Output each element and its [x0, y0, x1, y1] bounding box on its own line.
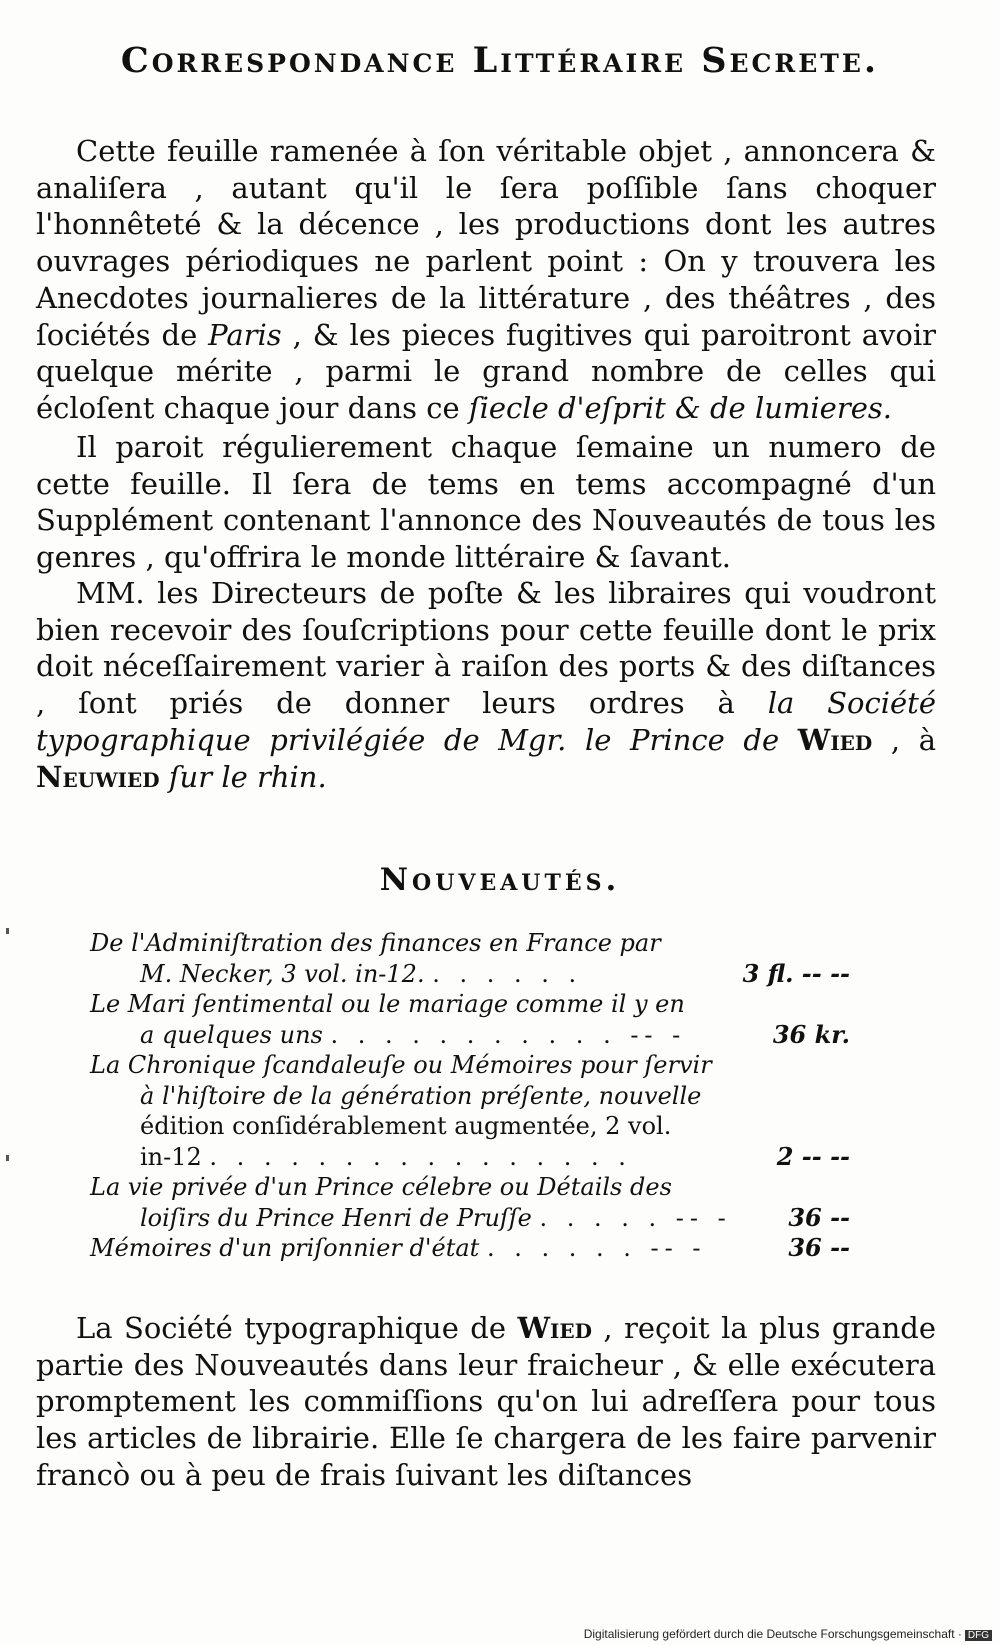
scan-mark	[6, 928, 9, 934]
entry-title-cont: M. Necker, 3 vol. in-12.	[140, 959, 425, 988]
entry-title-cont: a quelques uns	[140, 1020, 323, 1049]
intro-italic-phrase: ſiecle d'eſprit & de lumieres.	[468, 390, 892, 425]
closing-wied: Wied	[517, 1311, 592, 1345]
credit-text: Digitalisierung gefördert durch die Deutsche Forschungsgemeinschaft ·	[583, 1627, 962, 1641]
intro-text-1a: Cette feuille ramenée à ſon véritable objet , annoncera & analiſera , autant qu'il le ſera poſſible ſans choquer l'honnêteté & la décence , les productions dont les autres ouvrages périodiques ne parlent point : On y trouvera les Anecdotes journalieres de la littérature , des théâtres , des ſociétés de	[36, 134, 936, 352]
neuwied-name: Neuwied	[36, 759, 160, 794]
page-title: Correspondance Littéraire Secrete.	[120, 40, 880, 81]
intro-society-name: la Société typographique privilégiée de Mgr. le Prince de	[36, 686, 936, 757]
list-item	[90, 1172, 850, 1233]
entry-price: 3 fl. -- --	[742, 958, 850, 988]
dfg-logo: DFG	[965, 1630, 992, 1641]
intro-paragraph-2: Il paroit régulierement chaque ſemaine un numero de cette feuille. Il ſera de tems en tems accompagné d'un Supplément contenant l'annonce des Nouveautés de tous les genres , qu'offrira le monde littéraire & ſavant.	[36, 430, 936, 575]
closing-text-b: , reçoit la plus grande partie des Nouveautés dans leur fraicheur , & elle exécutera promptement les commiſſions qu'on lui adreſſera pour tous les articles de librairie. Elle ſe chargera de les faire parvenir francò ou à peu de frais ſuivant les diſtances	[36, 1311, 936, 1492]
intro-paragraph-1	[36, 133, 936, 427]
entry-dots: . . . . . . . . . . . -- -	[330, 1020, 687, 1049]
list-item	[90, 928, 850, 989]
entry-title: La vie privée d'un Prince célebre ou Détails des	[90, 1173, 672, 1201]
entry-price: 2 -- --	[776, 1141, 850, 1171]
entry-dots: . . . . . . -- -	[486, 1234, 707, 1262]
intro-text-1b: , & les pieces fugitives qui paroitront avoir quelque mérite , parmi le grand nombre de celles qui écloſent chaque jour dans ce	[36, 317, 936, 425]
entry-title-cont: édition conſidérablement augmentée, 2 vol.	[140, 1112, 672, 1140]
scan-mark	[6, 1155, 9, 1161]
intro-paragraph-3	[36, 575, 936, 795]
entry-price: 36 --	[788, 1202, 850, 1232]
entry-price: 36 kr.	[772, 1019, 850, 1049]
entry-title: La Chronique ſcandaleuſe ou Mémoires pour ſervir	[90, 1051, 712, 1079]
closing-text-a: La Société typographique de	[76, 1311, 518, 1345]
closing-paragraph	[36, 1310, 936, 1494]
digitization-credit	[584, 1627, 992, 1641]
section-heading: Nouveautés.	[379, 862, 621, 898]
list-item	[90, 989, 850, 1050]
entry-title-cont: in-12	[140, 1142, 202, 1171]
book-list	[90, 928, 850, 1264]
list-item	[90, 1233, 850, 1264]
entry-dots: . . . . . -- -	[539, 1203, 732, 1232]
intro-place: ſur le rhin.	[168, 759, 327, 794]
entry-title: Le Mari ſentimental ou le mariage comme il y en	[90, 990, 685, 1018]
entry-title-cont: loiſirs du Prince Henri de Pruſſe	[140, 1203, 532, 1232]
list-item	[90, 1050, 850, 1172]
intro-text-3a: MM. les Directeurs de poſte & les libraires qui voudront bien recevoir des ſouſcriptions pour cette feuille dont le prix doit néceſſairement varier à raiſon des ports & des diſtances , ſont priés de donner leurs ordres à	[36, 576, 936, 721]
entry-dots: . . . . . .	[432, 959, 583, 988]
entry-dots: . . . . . . . . . . . . . . . .	[209, 1142, 632, 1171]
entry-title: Mémoires d'un priſonnier d'état	[90, 1234, 480, 1262]
wied-name: Wied	[797, 722, 873, 757]
intro-separator: , à	[872, 722, 937, 757]
intro-paris: Paris	[208, 317, 282, 352]
entry-title-cont: à l'hiſtoire de la génération préſente, nouvelle	[140, 1081, 702, 1110]
entry-price: 36 --	[788, 1233, 850, 1262]
entry-title: De l'Adminiſtration des finances en France par	[90, 929, 661, 957]
